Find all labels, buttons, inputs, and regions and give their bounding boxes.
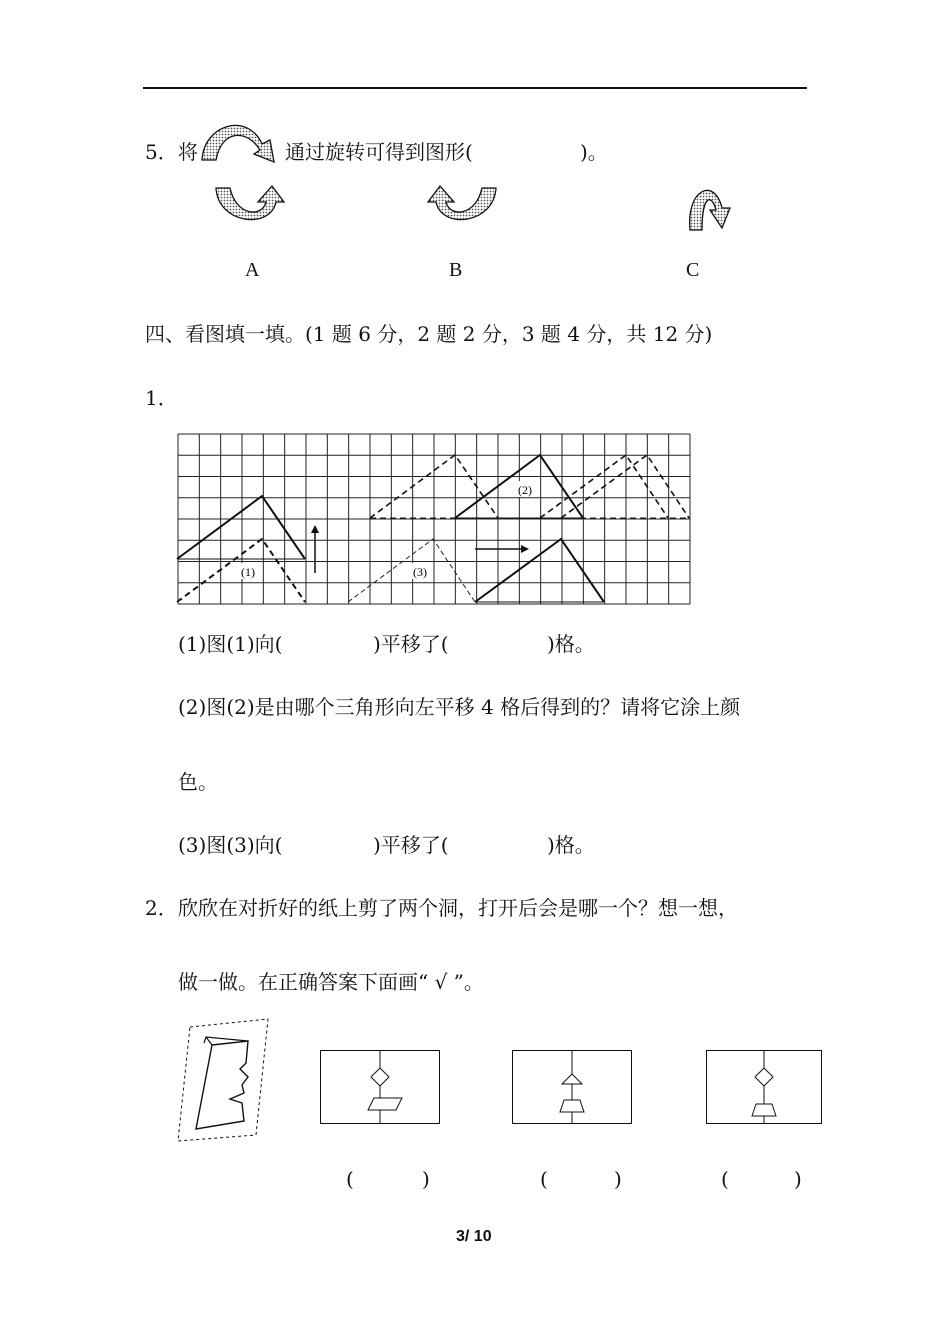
sub1-part-b: )平移了( [373,632,449,656]
answer-3-close: ) [794,1167,802,1191]
sub2-line1: (2)图(2)是由哪个三角形向左平移 4 格后得到的？请将它涂上颜 [178,695,741,719]
sub3-part-a: (3)图(3)向( [178,833,283,857]
option-a-label: A [245,259,260,281]
sub1-part-c: )格。 [547,632,595,656]
p2-line2: 做一做。在正确答案下面画“ √ ”。 [178,970,484,994]
option-c-label: C [686,259,700,281]
curved-arrow-option-b [420,184,500,226]
parallelogram-shape [368,1098,402,1110]
diamond-shape [371,1068,389,1086]
curved-arrow-option-c [684,180,736,232]
sub3-part-c: )格。 [547,833,595,857]
dashed-triangle-top-right-b [561,455,689,518]
folded-paper-figure [176,1017,272,1145]
curved-arrow-original [200,118,286,164]
diamond-shape [755,1068,773,1086]
solid-triangle-left [177,496,305,559]
section-4-title: 四、看图填一填。(1 题 6 分，2 题 2 分，3 题 4 分，共 12 分) [145,322,713,346]
q5-number: 5． [145,140,178,164]
p2-line1: 欣欣在对折好的纸上剪了两个洞，打开后会是哪一个？想一想， [178,896,738,920]
triangle-shape [562,1074,582,1084]
answer-2-close: ) [614,1167,622,1191]
p2-number: 2． [145,896,178,920]
q5-prefix: 将 [178,140,198,164]
page-number: 3/ 10 [456,1228,492,1245]
translation-grid-figure [177,433,691,605]
figure-label-3: (3) [413,565,427,579]
curved-arrow-option-a [214,184,294,226]
header-rule [143,87,807,89]
option-b-label: B [449,259,463,281]
trapezoid-shape [752,1104,776,1116]
answer-3-open: ( [721,1167,729,1191]
sub3-part-b: )平移了( [373,833,449,857]
sub2-line2: 色。 [178,770,218,794]
answer-option-3 [706,1050,822,1124]
answer-option-1 [320,1050,440,1124]
p1-number: 1． [145,386,178,410]
answer-2-open: ( [540,1167,548,1191]
figure-label-1: (1) [241,565,255,579]
answer-1-close: ) [422,1167,430,1191]
trapezoid-shape [560,1100,584,1112]
sub1-part-a: (1)图(1)向( [178,632,283,656]
answer-1-open: ( [346,1167,354,1191]
q5-close: )。 [580,140,608,164]
q5-suffix: 通过旋转可得到图形( [285,140,473,164]
answer-option-2 [512,1050,632,1124]
figure-label-2: (2) [518,483,532,497]
